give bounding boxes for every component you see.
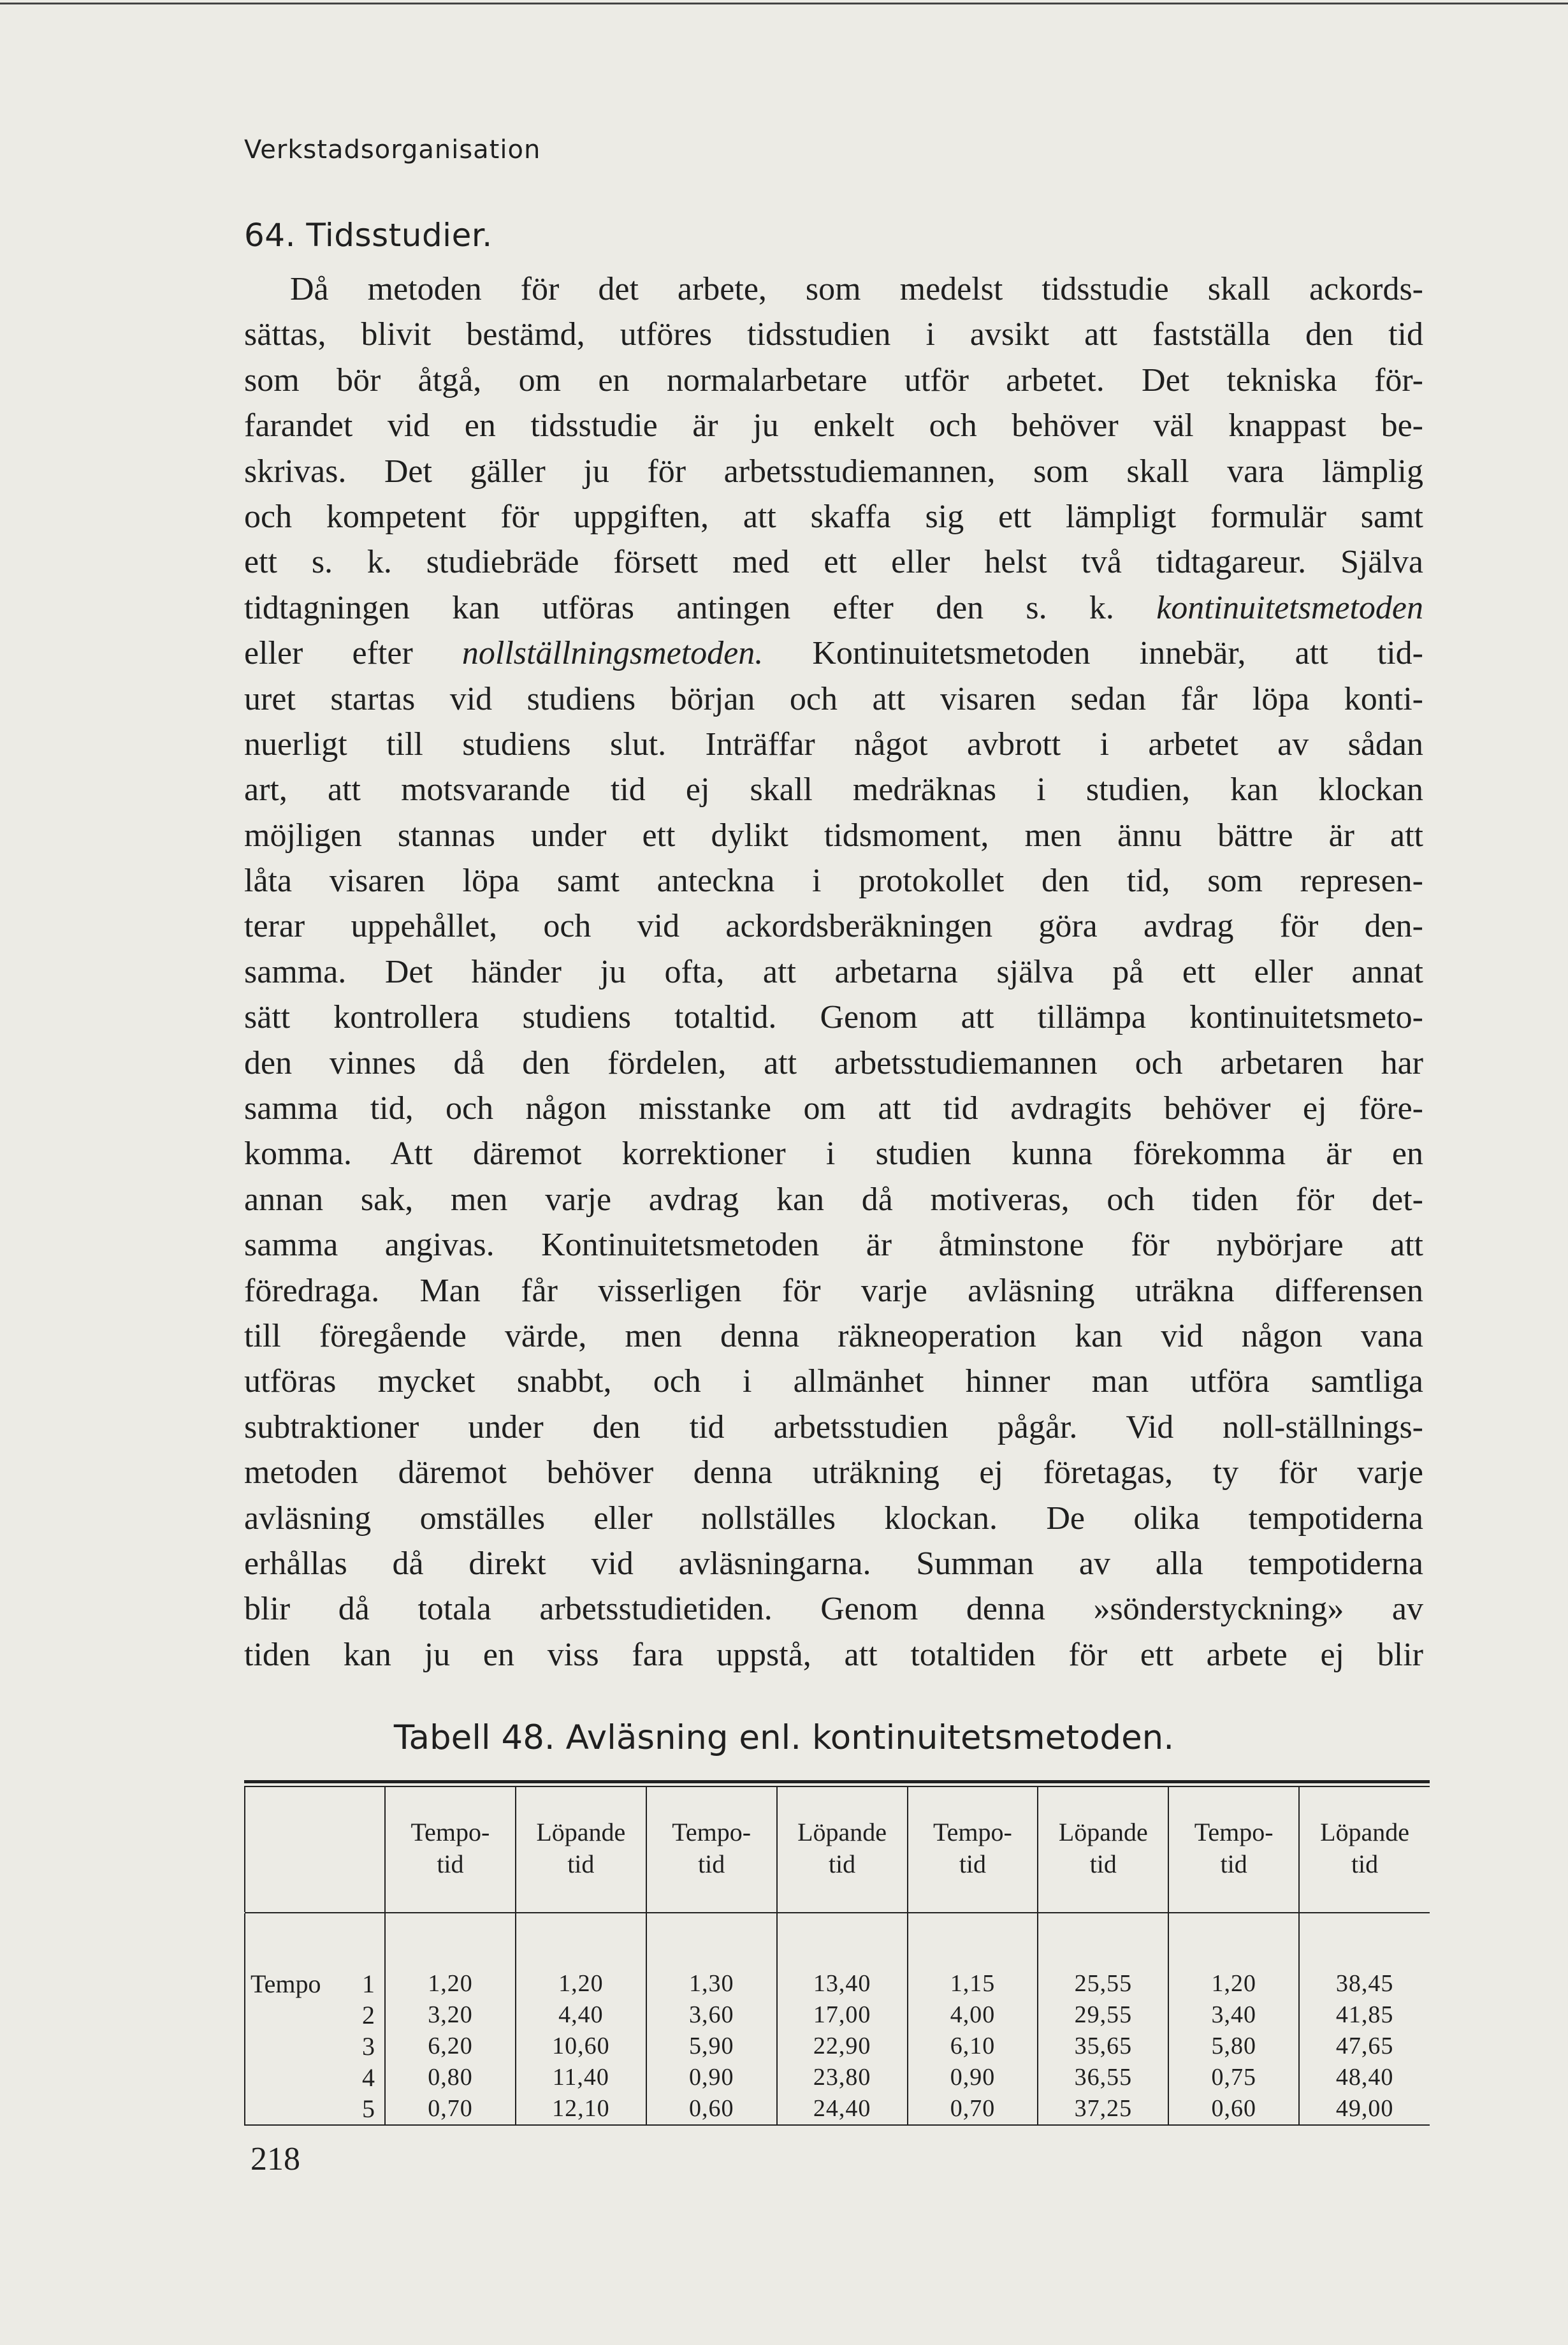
table-cell: 25,55: [1038, 1968, 1168, 1999]
row-stub: [245, 2031, 385, 2062]
text-run: annan sak, men varje avdrag kan då motiveras, och tiden för det-: [244, 1181, 1423, 1218]
table-cell: 37,25: [1038, 2093, 1168, 2124]
table-cell: 24,40: [777, 2093, 908, 2124]
table-cell: 1,15: [908, 1968, 1038, 1999]
table-cell: 0,70: [908, 2093, 1038, 2124]
text-run: art, att motsvarande tid ej skall medräknas i studien, kan klockan: [244, 771, 1423, 808]
text-line: [244, 403, 1423, 448]
text-line: [244, 1496, 1423, 1541]
text-run: terar uppehållet, och vid ackordsberäkningen göra avdrag för den-: [244, 908, 1423, 945]
text-run: Kontinuitetsmetoden innebär, att tid-: [763, 635, 1423, 672]
text-line: [244, 1086, 1423, 1131]
table-caption: Tabell 48. Avläsning enl. kontinuitetsmetoden.: [393, 1718, 1175, 1757]
table-cell: 38,45: [1299, 1968, 1430, 1999]
table-cell: 6,10: [908, 2031, 1038, 2062]
text-line: [244, 494, 1423, 539]
table-cell: 0,80: [385, 2062, 516, 2093]
table-cell: 1,30: [646, 1968, 777, 1999]
text-line: [244, 903, 1423, 949]
text-run: Då metoden för det arbete, som medelst tidsstudie skall ackords-: [290, 271, 1423, 307]
text-run: nuerligt till studiens slut. Inträffar något avbrott i arbetet av sådan: [244, 726, 1423, 763]
text-run: subtraktioner under den tid arbetsstudien pågår. Vid noll-ställnings-: [244, 1408, 1423, 1445]
running-header: Verkstadsorganisation: [244, 135, 541, 164]
text-line: [244, 267, 1423, 312]
row-number: 2: [362, 2001, 375, 2029]
text-line: [244, 1222, 1423, 1267]
table-cell: 10,60: [516, 2031, 646, 2062]
text-run: den vinnes då den fördelen, att arbetsstudiemannen och arbetaren har: [244, 1044, 1423, 1081]
row-stub: [245, 1968, 385, 1999]
text-run: möjligen stannas under ett dylikt tidsmoment, men ännu bättre är att: [244, 817, 1423, 854]
table-cell: 3,20: [385, 1999, 516, 2031]
section-title: 64. Tidsstudier.: [244, 217, 493, 254]
table-row: [245, 2062, 1430, 2093]
table-cell: 11,40: [516, 2062, 646, 2093]
spacer-row: [245, 1913, 1430, 1968]
text-line: [244, 1177, 1423, 1222]
text-line: [244, 1632, 1423, 1677]
table-header-row: [245, 1787, 1430, 1912]
table-cell: 36,55: [1038, 2062, 1168, 2093]
row-number: 1: [362, 1969, 375, 1998]
table-cell: 48,40: [1299, 2062, 1430, 2093]
table-cell: 22,90: [777, 2031, 908, 2062]
column-header: Tempo- tid: [1168, 1787, 1299, 1912]
table-cell: 1,20: [1168, 1968, 1299, 1999]
text-line: [244, 995, 1423, 1040]
table-cell: 5,80: [1168, 2031, 1299, 2062]
top-edge-rule: [0, 3, 1568, 4]
table-cell: 4,00: [908, 1999, 1038, 2031]
text-line: [244, 312, 1423, 357]
table-cell: 3,40: [1168, 1999, 1299, 2031]
column-header: Löpande tid: [516, 1787, 646, 1912]
text-run: tiden kan ju en viss fara uppstå, att totaltiden för ett arbete ej blir: [244, 1636, 1423, 1673]
table-cell: 0,90: [908, 2062, 1038, 2093]
text-run: ett s. k. studiebräde försett med ett eller helst två tidtagareur. Själva: [244, 544, 1423, 581]
row-label: Tempo: [250, 1969, 321, 1998]
text-line: [244, 1131, 1423, 1176]
text-line: [244, 949, 1423, 995]
text-line: [244, 1450, 1423, 1495]
table-cell: 0,90: [646, 2062, 777, 2093]
row-number: 4: [362, 2063, 375, 2092]
table-cell: 0,75: [1168, 2062, 1299, 2093]
table-cell: 12,10: [516, 2093, 646, 2124]
text-line: [244, 631, 1423, 676]
table-bottom-rule: [244, 2124, 1430, 2126]
table-cell: 29,55: [1038, 1999, 1168, 2031]
text-run: erhållas då direkt vid avläsningarna. Summan av alla tempotiderna: [244, 1545, 1423, 1582]
text-line: [244, 676, 1423, 722]
table-cell: 0,70: [385, 2093, 516, 2124]
table-cell: 1,20: [385, 1968, 516, 1999]
text-line: [244, 813, 1423, 858]
table-cell: 3,60: [646, 1999, 777, 2031]
table-row: [245, 1968, 1430, 1999]
table-cell: 0,60: [646, 2093, 777, 2124]
text-line: [244, 585, 1423, 631]
text-line: [244, 539, 1423, 585]
table-row: [245, 1999, 1430, 2031]
table-cell: 4,40: [516, 1999, 646, 2031]
text-line: [244, 358, 1423, 403]
table-cell: 23,80: [777, 2062, 908, 2093]
table-cell: 47,65: [1299, 2031, 1430, 2062]
table-cell: 6,20: [385, 2031, 516, 2062]
text-run: avläsning omställes eller nollställes klockan. De olika tempotiderna: [244, 1500, 1423, 1537]
text-run: låta visaren löpa samt anteckna i protokollet den tid, som represen-: [244, 863, 1423, 900]
text-run: tidtagningen kan utföras antingen efter den s. k.: [244, 589, 1157, 626]
row-stub: [245, 1999, 385, 2031]
row-stub: [245, 2062, 385, 2093]
text-run: komma. Att däremot korrektioner i studien kunna förekomma är en: [244, 1136, 1423, 1172]
table-top-rule: [244, 1780, 1430, 1783]
column-header: Löpande tid: [777, 1787, 908, 1912]
column-header: Tempo- tid: [646, 1787, 777, 1912]
text-run: som bör åtgå, om en normalarbetare utför arbetet. Det tekniska för-: [244, 362, 1423, 398]
text-run: sättas, blivit bestämd, utföres tidsstudien i avsikt att fastställa den tid: [244, 316, 1423, 353]
text-run: farandet vid en tidsstudie är ju enkelt och behöver väl knappast be-: [244, 407, 1423, 444]
text-run: utföras mycket snabbt, och i allmänhet hinner man utföra samtliga: [244, 1363, 1423, 1400]
table-cell: 0,60: [1168, 2093, 1299, 2124]
text-line: [244, 858, 1423, 903]
text-run: metoden däremot behöver denna uträkning ej företagas, ty för varje: [244, 1454, 1423, 1491]
text-line: [244, 767, 1423, 812]
text-line: [244, 449, 1423, 494]
text-line: [244, 1268, 1423, 1313]
italic-term: nollställningsmetoden.: [461, 635, 764, 672]
table-cell: 41,85: [1299, 1999, 1430, 2031]
text-run: samma. Det händer ju ofta, att arbetarna själva på ett eller annat: [244, 953, 1423, 990]
text-run: blir då totala arbetsstudietiden. Genom denna »sönderstyckning» av: [244, 1591, 1423, 1628]
text-run: sätt kontrollera studiens totaltid. Genom att tillämpa kontinuitetsmeto-: [244, 999, 1423, 1036]
table-row: [245, 2093, 1430, 2124]
table-cell: 17,00: [777, 1999, 908, 2031]
table-cell: 49,00: [1299, 2093, 1430, 2124]
text-run: eller efter: [244, 635, 462, 672]
text-line: [244, 1405, 1423, 1450]
row-number: 3: [362, 2032, 375, 2061]
text-line: [244, 722, 1423, 767]
column-header: Löpande tid: [1299, 1787, 1430, 1912]
column-header: Tempo- tid: [908, 1787, 1038, 1912]
text-run: föredraga. Man får visserligen för varje avläsning uträkna differensen: [244, 1272, 1423, 1309]
text-run: uret startas vid studiens början och att visaren sedan får löpa konti-: [244, 680, 1423, 717]
page-number: 218: [250, 2141, 300, 2177]
text-run: samma tid, och någon misstanke om att tid avdragits behöver ej före-: [244, 1090, 1423, 1127]
text-line: [244, 1313, 1423, 1359]
text-line: [244, 1586, 1423, 1632]
text-line: [244, 1359, 1423, 1404]
text-run: samma angivas. Kontinuitetsmetoden är åtminstone för nybörjare att: [244, 1227, 1423, 1264]
data-table: [244, 1780, 1430, 2126]
text-line: [244, 1541, 1423, 1586]
table-cell: 5,90: [646, 2031, 777, 2062]
italic-term: kontinuitetsmetoden: [1156, 589, 1423, 626]
table-row: [245, 2031, 1430, 2062]
text-run: skrivas. Det gäller ju för arbetsstudiemannen, som skall vara lämplig: [244, 453, 1423, 490]
text-run: till föregående värde, men denna räkneoperation kan vid någon vana: [244, 1317, 1423, 1354]
table-cell: 13,40: [777, 1968, 908, 1999]
text-line: [244, 1041, 1423, 1086]
table-cell: 35,65: [1038, 2031, 1168, 2062]
body-paragraph: [244, 267, 1423, 1677]
readings-table: [244, 1787, 1430, 2124]
table-stub-header: [245, 1787, 385, 1912]
text-run: och kompetent för uppgiften, att skaffa sig ett lämpligt formulär samt: [244, 498, 1423, 535]
column-header: Löpande tid: [1038, 1787, 1168, 1912]
table-cell: 1,20: [516, 1968, 646, 1999]
row-number: 5: [362, 2094, 375, 2123]
column-header: Tempo- tid: [385, 1787, 516, 1912]
row-stub: [245, 2093, 385, 2124]
